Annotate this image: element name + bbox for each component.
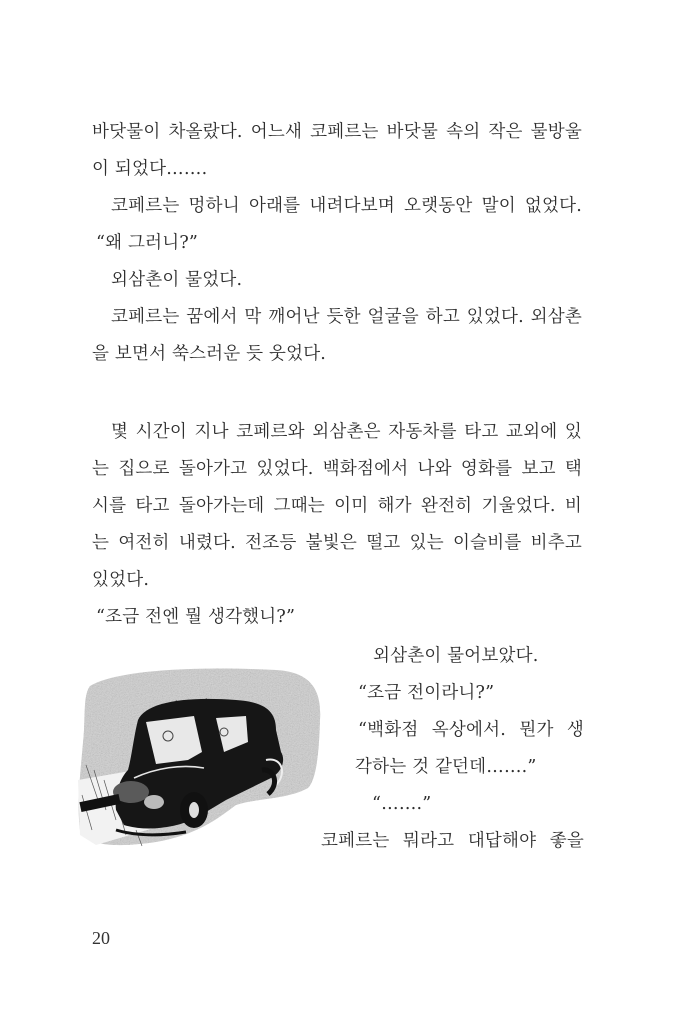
text-line: 는 집으로 돌아가고 있었다. 백화점에서 나와 영화를 보고 택 [92, 459, 582, 479]
text-line: 외삼촌이 물었다. [111, 270, 243, 290]
car-in-rain-illustration [76, 660, 326, 850]
text-line: 코페르는 뭐라고 대답해야 좋을 [321, 831, 584, 851]
text-line: 바닷물이 차올랐다. 어느새 코페르는 바닷물 속의 작은 물방울 [92, 122, 582, 142]
text-line: 있었다. [92, 570, 150, 590]
dialogue-line: “백화점 옥상에서. 뭔가 생 [358, 720, 584, 740]
text-line: 는 여전히 내렸다. 전조등 불빛은 떨고 있는 이슬비를 비추고 [92, 533, 582, 553]
dialogue-line: “조금 전이라니?” [358, 683, 495, 703]
text-line: 을 보면서 쑥스러운 듯 웃었다. [92, 344, 327, 364]
text-line: 외삼촌이 물어보았다. [373, 646, 539, 666]
text-line: 코페르는 멍하니 아래를 내려다보며 오랫동안 말이 없었다. [111, 196, 582, 216]
dialogue-line: “조금 전엔 뭘 생각했니?” [96, 607, 296, 627]
text-line: 시를 타고 돌아가는데 그때는 이미 해가 완전히 기울었다. 비 [92, 496, 582, 516]
dialogue-line: 각하는 것 같던데…….” [355, 757, 537, 777]
text-line: 코페르는 꿈에서 막 깨어난 듯한 얼굴을 하고 있었다. 외삼촌 [111, 307, 582, 327]
dialogue-line: “…….” [372, 794, 432, 814]
dialogue-line: “왜 그러니?” [96, 233, 199, 253]
page-number: 20 [92, 928, 110, 948]
text-line: 몇 시간이 지나 코페르와 외삼촌은 자동차를 타고 교외에 있 [111, 422, 582, 442]
text-line: 이 되었다……. [92, 159, 208, 179]
